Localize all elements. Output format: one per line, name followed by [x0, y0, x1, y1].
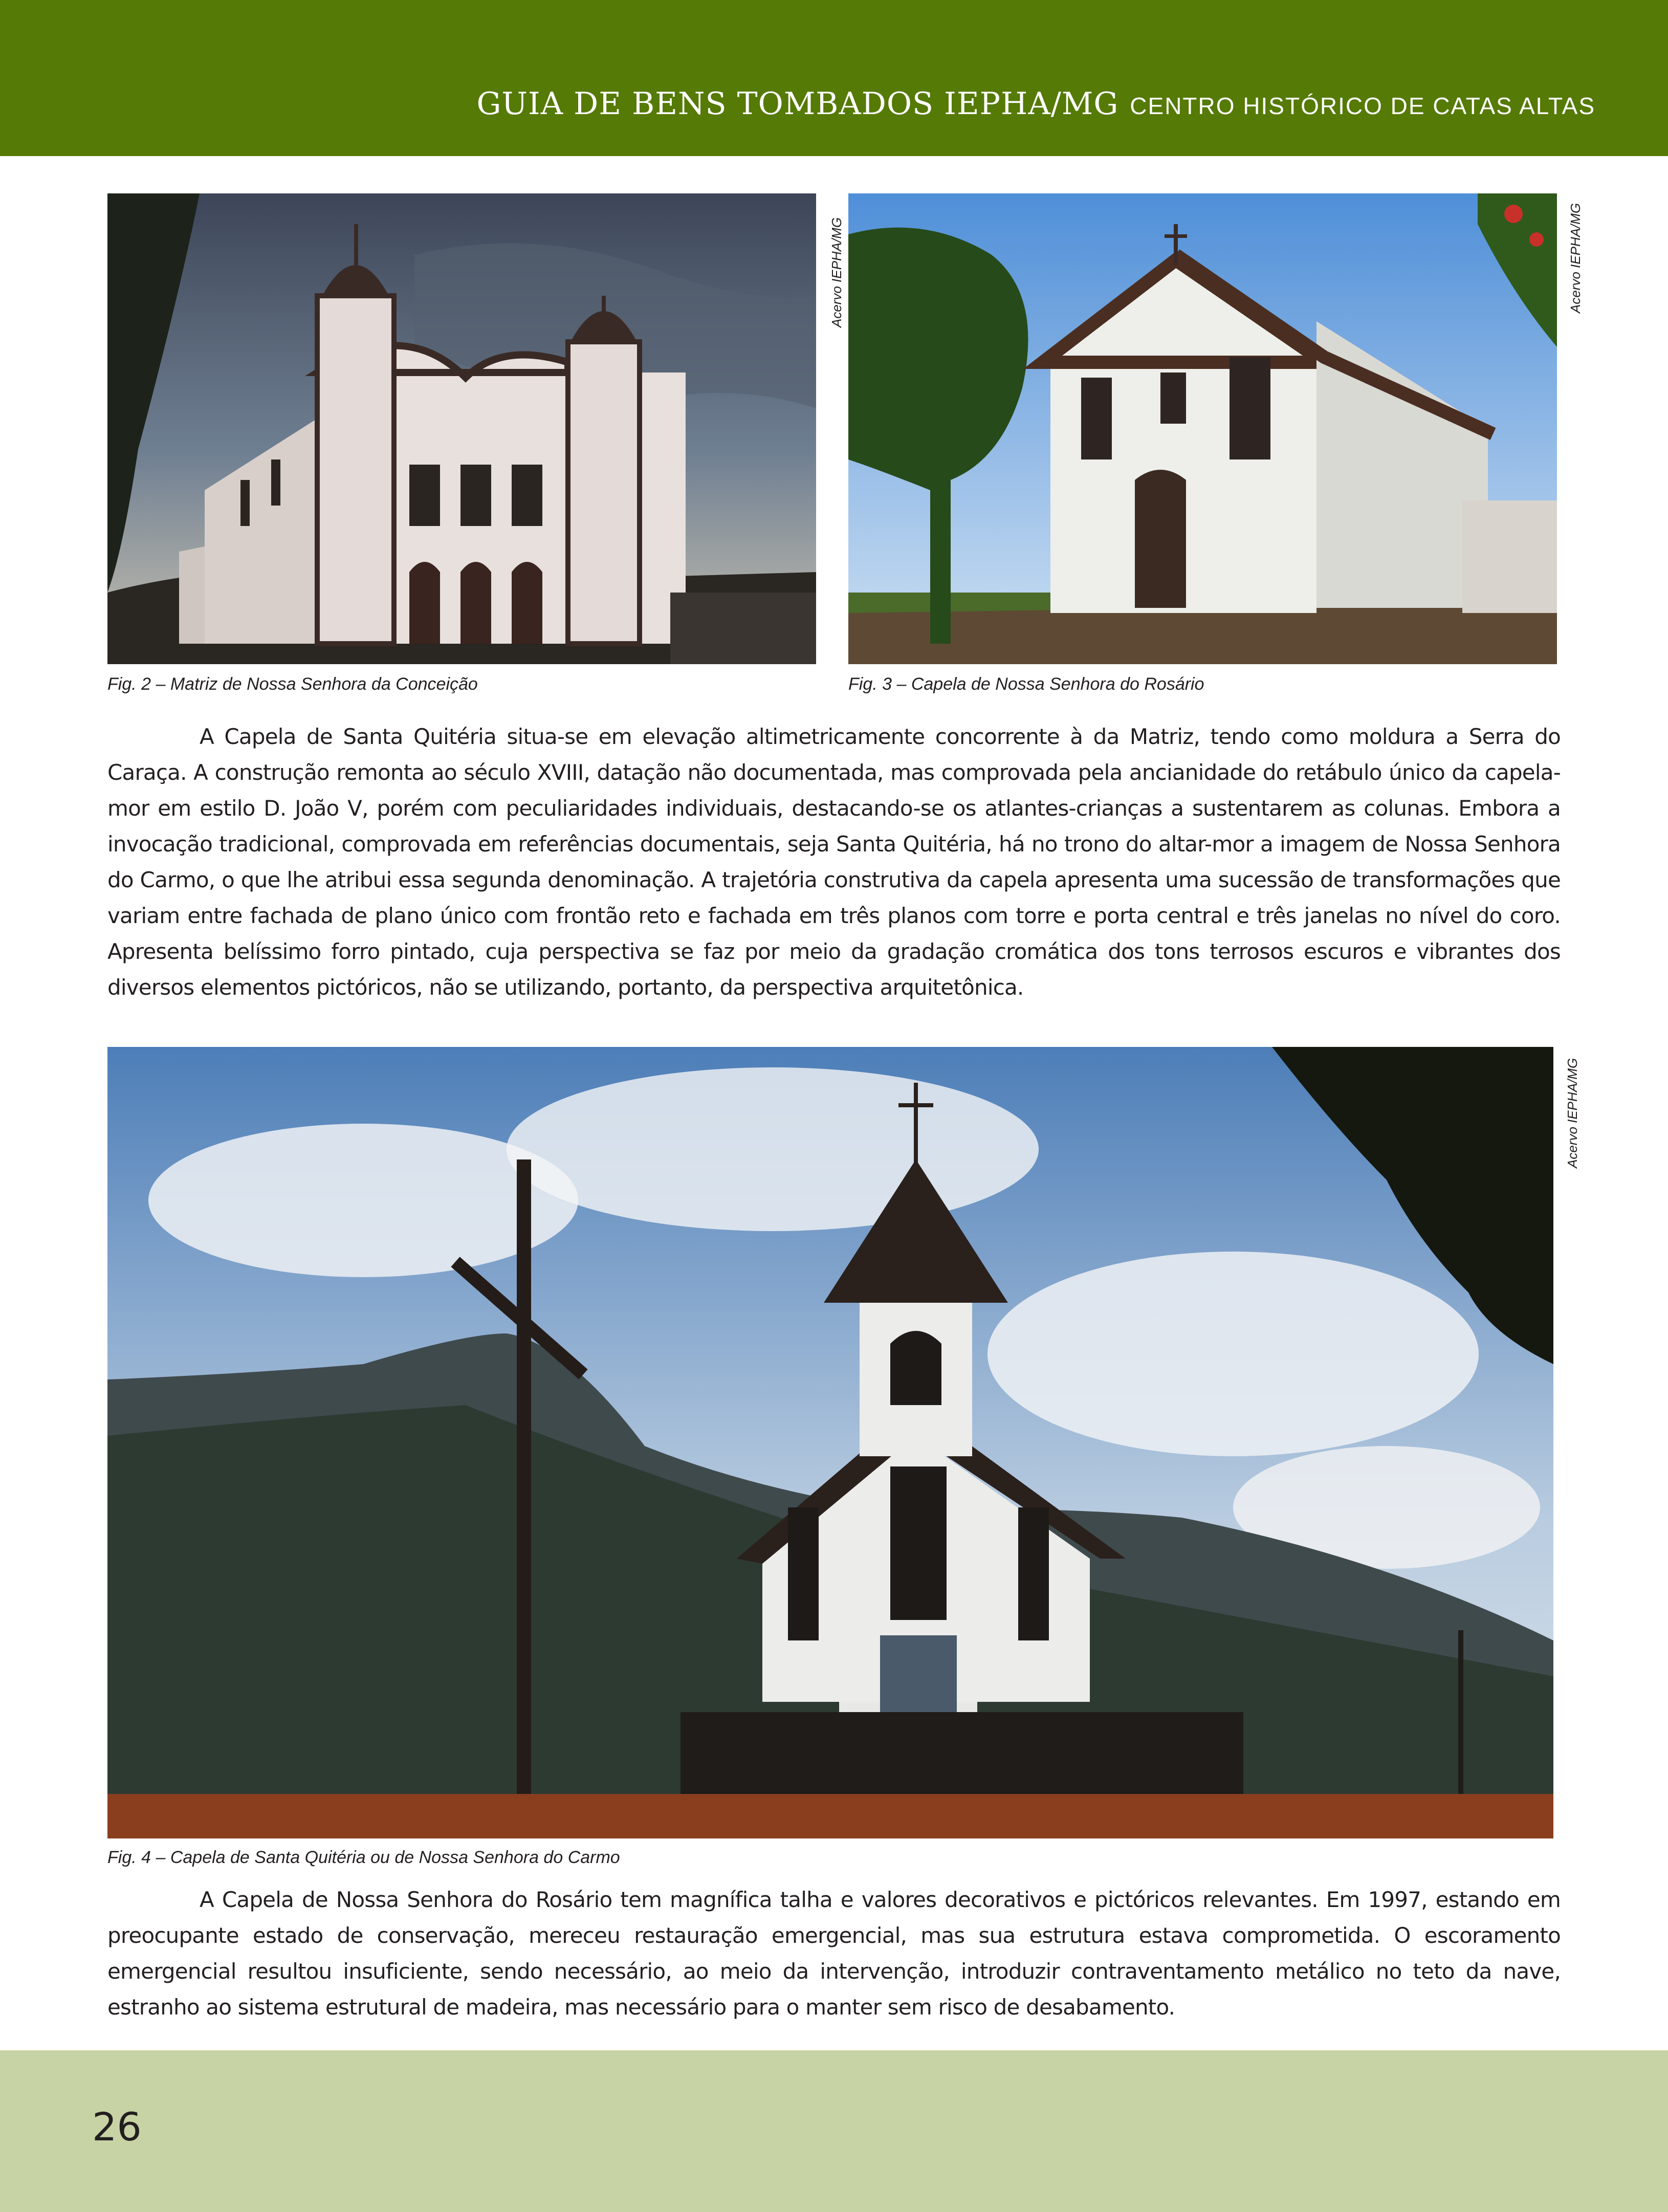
- section-title: CENTRO HISTÓRICO DE CATAS ALTAS: [1130, 93, 1595, 119]
- photo-matriz: [107, 193, 816, 664]
- running-header: [477, 86, 1596, 122]
- header-bar: [0, 0, 1668, 156]
- figure-caption: Fig. 2 – Matriz de Nossa Senhora da Conceição: [107, 674, 478, 694]
- photo-capela-santa-quiteria: [107, 1047, 1553, 1838]
- publication-title: GUIA DE BENS TOMBADOS IEPHA/MG: [476, 86, 1119, 122]
- body-paragraph: A Capela de Nossa Senhora do Rosário tem magnífica talha e valores decorativos e pictóricos relevantes. Em 1997, estando em preocupante estado de conservação, mereceu restauração emergencial, mas sua estrutura estava comprometida. O escoramento emergencial resultou insuficiente, sendo necessário, ao meio da intervenção, introduzir contraventamento metálico no teto da nave, estranho ao sistema estrutural de madeira, mas necessário para o manter sem risco de desabamento.: [107, 1887, 1561, 2020]
- photo-credit: Acervo IEPHA/MG: [1565, 1058, 1580, 1168]
- page-number: 26: [92, 2104, 142, 2150]
- photo-credit: Acervo IEPHA/MG: [1568, 203, 1583, 313]
- figure-caption: Fig. 3 – Capela de Nossa Senhora do Rosário: [848, 674, 1204, 694]
- footer-bar: [0, 2050, 1668, 2212]
- body-paragraph: A Capela de Santa Quitéria situa-se em elevação altimetricamente concorrente à da Matriz, tendo como moldura a Serra do Caraça. A construção remonta ao século XVIII, datação não documentada, mas comprovada pela ancianidade do retábulo único da capela-mor em estilo D. João V, porém com peculiaridades individuais, destacando-se os atlantes-crianças a sustentarem as colunas. Embora a invocação tradicional, comprovada em referências documentais, seja Santa Quitéria, há no trono do altar-mor a imagem de Nossa Senhora do Carmo, o que lhe atribui essa segunda denominação. A trajetória construtiva da capela apresenta uma sucessão de transformações que variam entre fachada de plano único com frontão reto e fachada em três planos com torre e porta central e três janelas no nível do coro. Apresenta belíssimo forro pintado, cuja perspectiva se faz por meio da gradação cromática dos tons terrosos escuros e vibrantes dos diversos elementos pictóricos, não se utilizando, portanto, da perspectiva arquitetônica.: [107, 724, 1561, 1000]
- figure-caption: Fig. 4 – Capela de Santa Quitéria ou de Nossa Senhora do Carmo: [107, 1848, 620, 1867]
- photo-credit: Acervo IEPHA/MG: [829, 217, 844, 327]
- photo-capela-rosario: [848, 193, 1557, 664]
